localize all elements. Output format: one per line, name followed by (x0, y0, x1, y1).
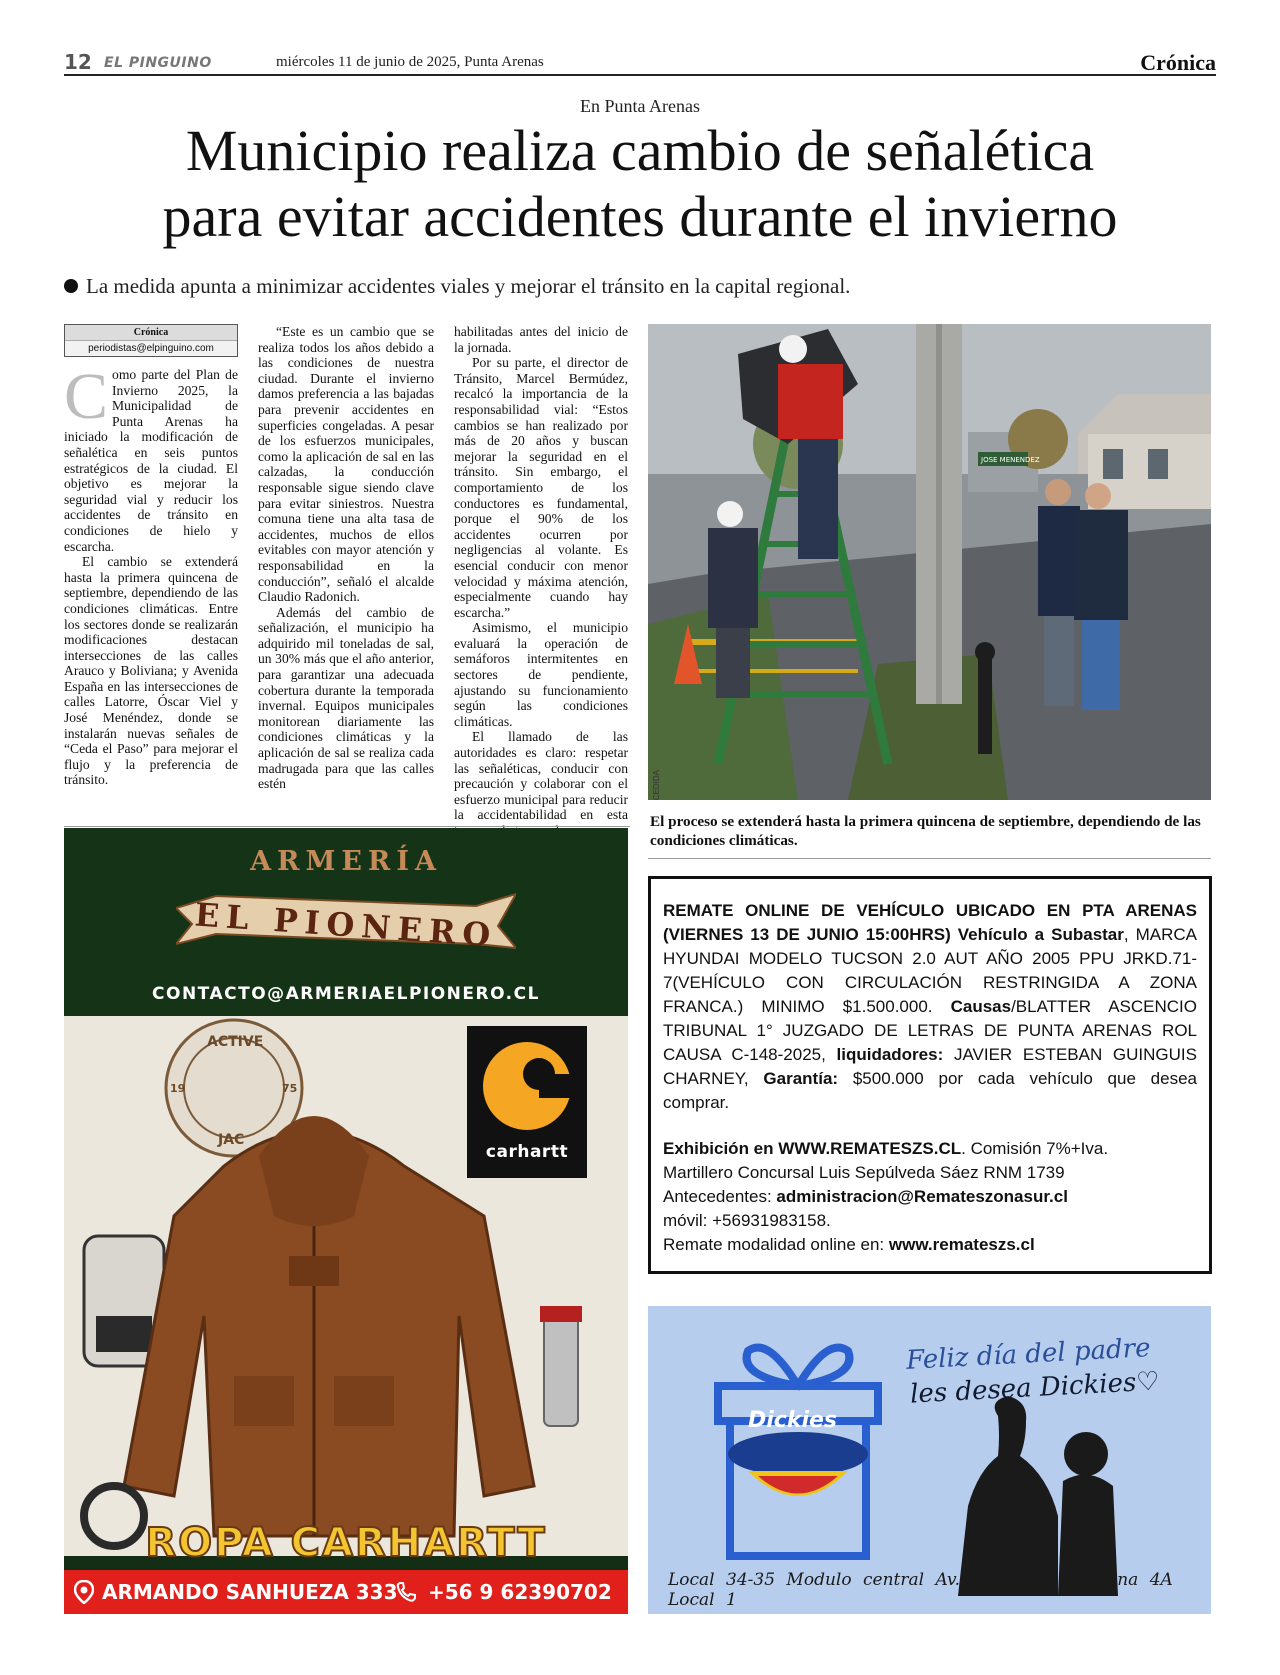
dickies-ad (648, 1306, 1211, 1614)
location-pin-icon (74, 1580, 94, 1609)
newspaper-name: EL PINGUINO (104, 55, 212, 71)
remate-online: Remate modalidad online en: www.remateszs.cl (663, 1235, 1035, 1254)
photo-caption: El proceso se extenderá hasta la primera quincena de septiembre, dependiendo de las condiciones climáticas. (650, 813, 1201, 849)
bullet-icon (64, 279, 78, 293)
dickies-greeting-2: les desea Dickies♡ (909, 1366, 1161, 1410)
article-paragraph: El llamado de las autoridades es claro: respetar las señaléticas, conducir con precaución y colaborar con el esfuerzo municipal para reducir la accidentabilidad en esta (454, 729, 628, 823)
armeria-ad (64, 828, 628, 1614)
byline-box (64, 324, 238, 357)
article-column-1 (64, 324, 238, 788)
street-sign-text: JOSE MENENDEZ (981, 456, 1040, 464)
badge-right-text: 75 (282, 1082, 298, 1095)
carhartt-c-icon (467, 1026, 587, 1136)
dateline: miércoles 11 de junio de 2025, Punta Arenas (276, 54, 544, 70)
armeria-contact[interactable]: CONTACTO@ARMERIAELPIONERO.CL (152, 984, 540, 1004)
article-column-3 (454, 324, 628, 839)
article-paragraph: “Este es un cambio que se realiza todos los años debido a las condiciones de nuestra ciudad. Durante el invierno damos preferencia a las bajadas para prevenir accidentes en superficies congeladas. A pesar de los esfuerzos municipales, como la aplicación de sal en las calzadas, la conducción responsable sigue siendo clave para evitar siniestros. Nuestra comuna tiene una alta tasa de accidentes, muchos de ellos evitables con mayor atención y responsabilidad en la conducción”, señaló el alcalde Claudio Radonich. (258, 324, 434, 605)
lead-text: La medida apunta a minimizar accidentes viales y mejorar el tránsito en la capital regional. (86, 274, 851, 298)
remate-text: REMATE ONLINE DE VEHÍCULO UBICADO EN PTA ARENAS (VIERNES 13 DE JUNIO 15:00HRS) Vehículo a Subastar, MARCA HYUNDAI MODELO TUCSON 2.0 AUT AÑO 2005 PPU JRKD.71-7(VEHÍCULO CON CIRCULACIÓN RESTRINGIDA A ZONA FRANCA.) MINIMO $1.500.000. Causas/BLATTER ASCENCIO TRIBUNAL 1° JUZGADO DE LETRAS DE PUNTA ARENAS ROL CAUSA C-148-2025, liquidadores: JAVIER ESTEBAN GUINGUIS CHARNEY, Garantía: $500.000 por cada vehículo que desea comprar. (663, 901, 1198, 1112)
badge-top-text: ACTIVE (207, 1034, 264, 1050)
badge-left-text: 19 (170, 1082, 186, 1095)
article-paragraph: Como parte del Plan de Invierno 2025, la Municipalidad de Punta Arenas ha iniciado la modificación de señalética en seis puntos estratégicos de la ciudad. El objetivo es mejorar la seguridad vial y reducir los accidentes de tránsito en condiciones de hielo y escarcha. (64, 360, 238, 554)
byline-section: Crónica (65, 325, 237, 341)
armeria-address: ARMANDO SANHUEZA 333 (102, 1580, 398, 1604)
armeria-title: ARMERÍA (250, 846, 442, 877)
remate-martillero: Martillero Concursal Luis Sepúlveda Sáez RNM 1739 (663, 1163, 1065, 1182)
armeria-phone[interactable]: +56 9 62390702 (428, 1580, 612, 1604)
article-paragraph: Además del cambio de señalización, el municipio ha adquirido mil toneladas de sal, un 30% más que el año anterior, para garantizar una adecuada cobertura durante la temporada invernal. Equipos municipales monitorean diariamente las condiciones climáticas y la aplicación de sal se realiza cada madrugada para que las calles estén (258, 604, 434, 792)
dropcap: C (64, 360, 109, 433)
page-number: 12 (64, 50, 92, 74)
dickies-locations: Local 34-35 Modulo central Av. principal Manzana 4A Local 1 (668, 1570, 1173, 1610)
remate-ad (648, 876, 1212, 1274)
armeria-footer (64, 1570, 628, 1614)
headline-line-2: para evitar accidentes durante el invierno (162, 184, 1118, 249)
remate-movil: móvil: +56931983158. (663, 1211, 831, 1230)
remate-email-link[interactable]: administracion@Remateszonasur.cl (776, 1187, 1068, 1206)
byline-email[interactable]: periodistas@elpinguino.com (65, 341, 237, 356)
page-header (64, 50, 1216, 76)
armeria-name: EL PIONERO (193, 895, 499, 955)
article-photo (648, 324, 1211, 800)
article-lead (64, 274, 1214, 299)
remate-antecedentes: Antecedentes: administracion@Remateszonasur.cl (663, 1187, 1068, 1206)
article-paragraph: Asimismo, el municipio evaluará la operación de semáforos intermitentes en sectores de pendiente, ajustando su funcionamiento según las condiciones climáticas. (454, 620, 628, 729)
badge-bottom-text: JAC (218, 1132, 245, 1148)
section-name: Crónica (1140, 50, 1216, 75)
article-headline (40, 118, 1240, 250)
article-kicker: En Punta Arenas (580, 96, 700, 116)
article-paragraph: Por su parte, el director de Tránsito, Marcel Bermúdez, recalcó la importancia de la responsabilidad vial: “Estos cambios se han realizado por más de 20 años y buscan mejorar la seguridad en el tránsito. Sin embargo, el comportamiento de los conductores es fundamental, porque el 90% de los accidentes ocurren por negligencias al volante. Es esencial conducir con menor velocidad y máxima atención, especialmente cuando hay escarcha.” (454, 355, 628, 620)
dickies-logo: Dickies (748, 1408, 838, 1433)
article-paragraph: habilitadas antes del inicio de la jornada. (454, 324, 628, 355)
carhartt-wordmark: carhartt (485, 1142, 569, 1162)
phone-icon (394, 1580, 418, 1609)
carhartt-logo (467, 1026, 587, 1178)
article-column-2 (258, 324, 434, 792)
article-divider (64, 826, 630, 827)
armeria-headline: ROPA CARHARTT (145, 1520, 547, 1566)
caption-divider (648, 858, 1211, 859)
remate-url-link[interactable]: www.remateszs.cl (888, 1235, 1035, 1254)
dickies-greeting-1: Feliz día del padre (905, 1333, 1152, 1376)
headline-line-1: Municipio realiza cambio de señalética (185, 118, 1095, 183)
remate-exhibicion: Exhibición en WWW.REMATESZS.CL. Comisión 7%+Iva. (663, 1139, 1109, 1158)
article-paragraph: El cambio se extenderá hasta la primera quincena de septiembre, dependiendo de las condiciones climáticas. Entre los sectores donde se realizarán modificaciones destacan intersecciones de las calles Arauco y Boliviana; y Avenida España en las intersecciones de calles Latorre, Óscar Viel y José Menéndez, donde se instalarán nuevas señales de “Ceda el Paso” para mejorar el flujo y la preferencia de tránsito. (64, 554, 238, 788)
photo-credit: CEDIDA (652, 770, 661, 801)
